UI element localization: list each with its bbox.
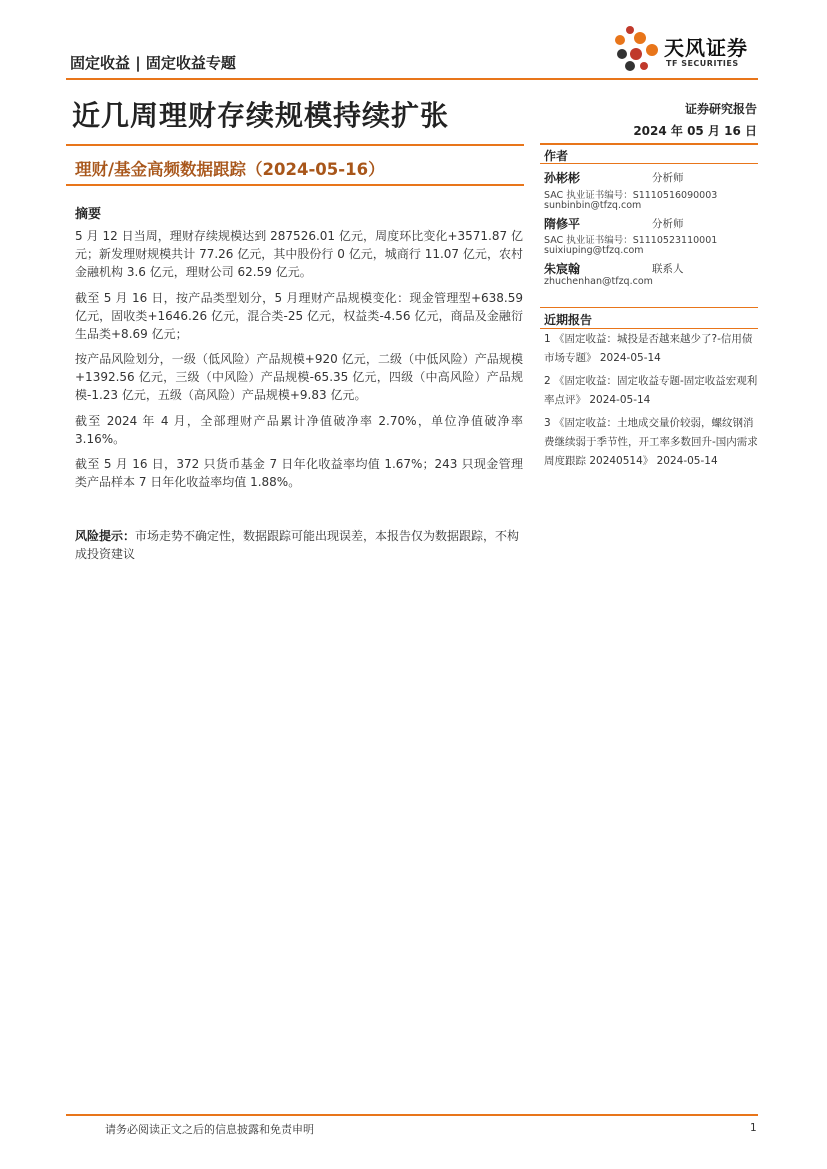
risk-label: 风险提示： xyxy=(75,529,136,543)
recent-report-item[interactable]: 3 《固定收益：土地成交量价较弱，螺纹钢消费继续弱于季节性，开工率多数回升-国内需求周度跟踪 20240514》 2024-05-14 xyxy=(544,417,758,467)
report-type: 证券研究报告 xyxy=(684,102,757,116)
subtitle-divider xyxy=(66,184,524,186)
logo-name-en: TF SECURITIES xyxy=(666,59,739,68)
company-logo xyxy=(612,24,762,74)
summary-heading: 摘要 xyxy=(75,207,102,222)
footer-divider xyxy=(66,1114,758,1116)
summary-paragraph: 按产品风险划分，一级（低风险）产品规模+920 亿元，二级（中低风险）产品规模+1392.56 亿元，三级（中风险）产品规模-65.35 亿元，四级（中高风险）产品规模-1.23 亿元，五级（高风险）产品规模+9.83 亿元。 xyxy=(75,352,523,402)
footer-disclaimer: 请务必阅读正文之后的信息披露和免责申明 xyxy=(105,1123,314,1136)
page-title: 近几周理财存续规模持续扩张 xyxy=(72,99,450,132)
recent-report-item[interactable]: 2 《固定收益：固定收益专题-固定收益宏观利率点评》 2024-05-14 xyxy=(544,375,758,406)
recent-heading: 近期报告 xyxy=(544,313,593,327)
recent-divider-top xyxy=(540,307,758,308)
report-category: 固定收益 | 固定收益专题 xyxy=(70,54,236,72)
page-number: 1 xyxy=(750,1122,757,1134)
risk-warning xyxy=(75,527,523,563)
author-name: 孙彬彬 xyxy=(544,171,581,185)
recent-report-item[interactable]: 1 《固定收益：城投是否越来越少了?-信用债市场专题》 2024-05-14 xyxy=(544,333,753,364)
authors-divider xyxy=(540,163,758,164)
author-name: 隋修平 xyxy=(544,217,581,231)
report-date: 2024 年 05 月 16 日 xyxy=(633,124,757,138)
recent-divider xyxy=(540,328,758,329)
author-role: 分析师 xyxy=(652,172,684,184)
author-email[interactable]: zhuchenhan@tfzq.com xyxy=(544,276,653,287)
summary-paragraph: 截至 2024 年 4 月，全部理财产品累计净值破净率 2.70%，单位净值破净率 3.16%。 xyxy=(75,414,523,446)
logo-name-cn: 天风证券 xyxy=(664,36,748,60)
author-name: 朱宸翰 xyxy=(544,262,581,276)
summary-paragraph: 截至 5 月 16 日，按产品类型划分，5 月理财产品规模变化：现金管理型+638.59 亿元，固收类+1646.26 亿元，混合类-25 亿元，权益类-4.56 亿元，商品及金融衍生品类+8.69 亿元； xyxy=(75,291,523,341)
author-role: 联系人 xyxy=(652,263,684,275)
subtitle: 理财/基金高频数据跟踪（2024-05-16） xyxy=(75,160,385,179)
summary-paragraph: 截至 5 月 16 日，372 只货币基金 7 日年化收益率均值 1.67%；243 只现金管理类产品样本 7 日年化收益率均值 1.88%。 xyxy=(75,457,523,489)
author-cert: SAC 执业证书编号：S1110516090003 xyxy=(544,190,718,201)
author-email[interactable]: sunbinbin@tfzq.com xyxy=(544,200,642,211)
header-divider xyxy=(66,78,758,80)
title-divider-right xyxy=(540,143,758,145)
author-cert: SAC 执业证书编号：S1110523110001 xyxy=(544,235,718,246)
authors-heading: 作者 xyxy=(544,149,569,163)
logo-mark-icon xyxy=(612,24,662,74)
author-role: 分析师 xyxy=(652,218,684,230)
summary-paragraph: 5 月 12 日当周，理财存续规模达到 287526.01 亿元，周度环比变化+3571.87 亿元；新发理财规模共计 77.26 亿元，其中股份行 0 亿元，城商行 11.07 亿元，农村金融机构 3.6 亿元，理财公司 62.59 亿元。 xyxy=(75,229,523,279)
title-divider-left xyxy=(66,144,524,146)
risk-text: 市场走势不确定性，数据跟踪可能出现误差，本报告仅为数据跟踪，不构成投资建议 xyxy=(75,529,520,561)
author-email[interactable]: suixiuping@tfzq.com xyxy=(544,245,644,256)
